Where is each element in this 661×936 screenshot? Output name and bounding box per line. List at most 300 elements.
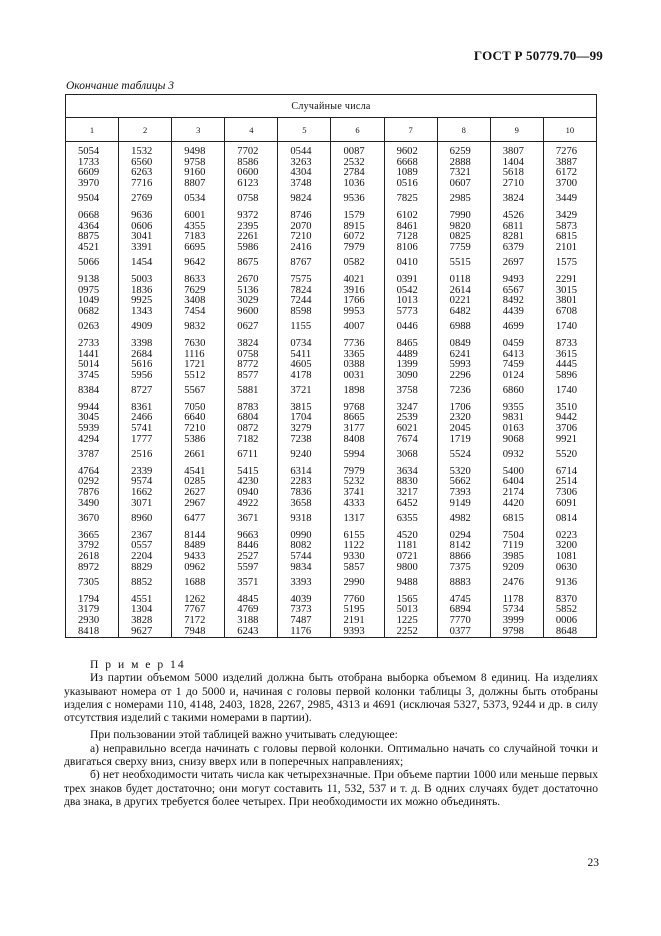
random-number: 3824	[502, 193, 524, 205]
random-number: 7183	[184, 231, 206, 243]
table-cell	[384, 206, 437, 253]
random-number: 8830	[396, 476, 418, 488]
random-number: 9493	[502, 273, 524, 285]
table-cell	[172, 445, 225, 462]
random-number: 9642	[184, 257, 206, 269]
table-cell	[172, 462, 225, 509]
table-cell	[225, 462, 278, 509]
random-number: 1343	[131, 305, 153, 317]
random-number: 3671	[237, 513, 259, 525]
random-number: 6404	[502, 476, 524, 488]
random-number: 8852	[131, 577, 153, 589]
table-cell	[331, 381, 384, 398]
random-number: 0630	[555, 561, 578, 573]
random-number: 2204	[131, 551, 153, 562]
random-number: 7770	[449, 614, 471, 626]
random-number: 7172	[184, 614, 206, 626]
table-row-group	[66, 462, 597, 509]
random-number: 8281	[502, 231, 524, 243]
random-number: 3634	[396, 465, 418, 477]
table-cell	[172, 334, 225, 381]
table-row-single	[66, 509, 597, 526]
table-row-group	[66, 270, 597, 317]
random-number: 5993	[449, 359, 471, 371]
random-number: 8972	[78, 561, 100, 573]
random-number: 3745	[78, 369, 100, 381]
random-number: 1733	[78, 156, 100, 168]
random-number: 0814	[555, 513, 578, 525]
random-number: 8408	[343, 433, 365, 445]
random-number: 7767	[184, 604, 206, 616]
random-number: 0627	[237, 321, 259, 333]
table-cell	[119, 590, 172, 638]
page-number: 23	[587, 857, 599, 869]
table-cell	[331, 398, 384, 445]
table-cell	[172, 206, 225, 253]
random-number: 5320	[449, 465, 471, 477]
table-cell	[66, 270, 119, 317]
table-cell	[331, 189, 384, 206]
random-number: 0758	[237, 193, 259, 205]
random-number: 8783	[237, 401, 259, 413]
table-cell	[119, 206, 172, 253]
random-number: 0534	[184, 193, 206, 205]
random-number: 6241	[449, 348, 471, 360]
random-number: 1081	[555, 551, 578, 562]
table-cell	[437, 526, 490, 573]
random-number: 7210	[290, 231, 312, 243]
random-number: 8461	[396, 220, 418, 232]
table-row-single	[66, 573, 597, 590]
random-number: 6477	[184, 513, 206, 525]
random-number: 2261	[237, 231, 259, 243]
random-number: 9663	[237, 529, 259, 541]
random-number: 5773	[396, 305, 418, 317]
table-cell	[437, 462, 490, 509]
table-cell	[543, 445, 596, 462]
random-number: 3706	[555, 423, 578, 435]
random-number: 8370	[555, 593, 578, 605]
table-cell	[490, 526, 543, 573]
random-number: 9627	[131, 625, 153, 637]
random-number: 8492	[502, 295, 524, 307]
table-cell	[437, 381, 490, 398]
random-number: 3887	[555, 156, 578, 168]
table-cell	[225, 398, 278, 445]
random-number: 7630	[184, 337, 206, 349]
random-number: 2516	[131, 449, 153, 461]
column-number: 9	[490, 118, 543, 142]
random-number: 4304	[290, 167, 312, 179]
random-number: 2191	[343, 614, 365, 626]
table-row-single	[66, 317, 597, 334]
random-number: 3263	[290, 156, 312, 168]
table-cell	[278, 206, 331, 253]
table-cell	[66, 590, 119, 638]
random-number: 3815	[290, 401, 312, 413]
table-row-single	[66, 381, 597, 398]
table-cell	[66, 526, 119, 573]
random-number: 0294	[449, 529, 471, 541]
random-number: 1704	[290, 412, 312, 424]
random-number: 3741	[343, 487, 365, 499]
random-number: 1688	[184, 577, 206, 589]
table-cell	[490, 317, 543, 334]
random-number: 3177	[343, 423, 365, 435]
random-number: 2296	[449, 369, 471, 381]
random-number: 7629	[184, 284, 206, 296]
column-number: 6	[331, 118, 384, 142]
table-cell	[490, 590, 543, 638]
table-cell	[490, 206, 543, 253]
random-number: 8082	[290, 540, 312, 552]
random-number: 9498	[184, 146, 206, 157]
random-number: 6894	[449, 604, 471, 616]
random-number: 5852	[555, 604, 578, 616]
random-number: 0849	[449, 337, 471, 349]
random-number: 9442	[555, 412, 578, 424]
random-number: 0542	[396, 284, 418, 296]
random-number: 3490	[78, 497, 100, 509]
table-cell	[172, 317, 225, 334]
random-number: 0940	[237, 487, 259, 499]
random-number: 1304	[131, 604, 153, 616]
table-cell	[119, 573, 172, 590]
random-number: 7321	[449, 167, 471, 179]
table-cell	[278, 270, 331, 317]
random-number: 2532	[343, 156, 365, 168]
random-number: 1721	[184, 359, 206, 371]
random-number: 0582	[343, 257, 365, 269]
random-number: 7736	[343, 337, 365, 349]
random-number: 4420	[502, 497, 524, 509]
random-number: 9068	[502, 433, 524, 445]
random-number: 8915	[343, 220, 365, 232]
random-number: 8727	[131, 385, 153, 397]
random-number: 8665	[343, 412, 365, 424]
random-number: 0516	[396, 177, 418, 189]
random-number: 3179	[78, 604, 100, 616]
random-number: 9536	[343, 193, 365, 205]
random-number: 7702	[237, 146, 259, 157]
table-cell	[437, 573, 490, 590]
random-number: 1777	[131, 433, 153, 445]
random-number: 1178	[502, 593, 524, 605]
column-number: 8	[437, 118, 490, 142]
table-cell	[225, 189, 278, 206]
random-number: 1565	[396, 593, 418, 605]
table-cell	[437, 206, 490, 253]
random-number: 9832	[184, 321, 206, 333]
random-number: 6714	[555, 465, 578, 477]
random-numbers-table	[65, 94, 597, 638]
random-number: 7948	[184, 625, 206, 637]
table-cell	[119, 509, 172, 526]
random-number: 9330	[343, 551, 365, 562]
random-number: 3393	[290, 577, 312, 589]
random-number: 3571	[237, 577, 259, 589]
random-number: 5873	[555, 220, 578, 232]
table-cell	[66, 189, 119, 206]
random-number: 8960	[131, 513, 153, 525]
table-cell	[225, 445, 278, 462]
random-number: 2466	[131, 412, 153, 424]
random-number: 4489	[396, 348, 418, 360]
random-number: 5013	[396, 604, 418, 616]
random-number: 3916	[343, 284, 365, 296]
table-row-group	[66, 206, 597, 253]
random-number: 9800	[396, 561, 418, 573]
random-number: 3807	[502, 146, 524, 157]
random-number: 5400	[502, 465, 524, 477]
random-number: 2395	[237, 220, 259, 232]
table-cell	[437, 334, 490, 381]
random-number: 2697	[502, 257, 524, 269]
table-cell	[119, 142, 172, 190]
random-number: 4039	[290, 593, 312, 605]
random-number: 6314	[290, 465, 312, 477]
random-number: 2618	[78, 551, 100, 562]
table-cell	[278, 142, 331, 190]
table-cell	[543, 462, 596, 509]
random-number: 5741	[131, 423, 153, 435]
random-number: 3970	[78, 177, 100, 189]
random-number: 1317	[343, 513, 365, 525]
random-number: 3090	[396, 369, 418, 381]
random-number: 7759	[449, 241, 471, 253]
column-number: 10	[543, 118, 596, 142]
random-number: 2514	[555, 476, 578, 488]
random-number: 8829	[131, 561, 153, 573]
table-cell	[172, 270, 225, 317]
table-cell	[278, 317, 331, 334]
table-cell	[172, 526, 225, 573]
random-number: 8633	[184, 273, 206, 285]
random-number: 1898	[343, 385, 365, 397]
random-number: 0932	[502, 449, 524, 461]
table-cell	[225, 206, 278, 253]
random-number: 7979	[343, 465, 365, 477]
random-number: 2930	[78, 614, 100, 626]
random-number: 5956	[131, 369, 153, 381]
table-cell	[437, 445, 490, 462]
table-cell	[384, 462, 437, 509]
random-number: 5003	[131, 273, 153, 285]
table-cell	[331, 142, 384, 190]
random-number: 0962	[184, 561, 206, 573]
random-number: 7825	[396, 193, 418, 205]
random-number: 8807	[184, 177, 206, 189]
table-cell	[384, 526, 437, 573]
random-number: 4520	[396, 529, 418, 541]
table-cell	[278, 462, 331, 509]
random-number: 9240	[290, 449, 312, 461]
random-number: 2283	[290, 476, 312, 488]
random-number: 5744	[290, 551, 312, 562]
table-cell	[172, 398, 225, 445]
table-cell	[66, 462, 119, 509]
table-cell	[225, 381, 278, 398]
random-number: 8577	[237, 369, 259, 381]
random-number: 2252	[396, 625, 418, 637]
random-number: 1740	[555, 321, 578, 333]
table-cell	[384, 445, 437, 462]
table-cell	[278, 445, 331, 462]
random-number: 2320	[449, 412, 471, 424]
random-number: 4178	[290, 369, 312, 381]
random-number: 0607	[449, 177, 471, 189]
random-number: 4364	[78, 220, 100, 232]
table-cell	[225, 253, 278, 270]
random-number: 0600	[237, 167, 259, 179]
random-number: 2888	[449, 156, 471, 168]
table-cell	[66, 142, 119, 190]
random-number: 2539	[396, 412, 418, 424]
random-number: 0006	[555, 614, 578, 626]
table-cell	[66, 253, 119, 270]
random-number: 2661	[184, 449, 206, 461]
random-number: 8746	[290, 209, 312, 221]
random-number: 9834	[290, 561, 312, 573]
random-number: 3391	[131, 241, 153, 253]
random-number: 5597	[237, 561, 259, 573]
table-cell	[225, 509, 278, 526]
random-number: 0223	[555, 529, 578, 541]
random-number: 7487	[290, 614, 312, 626]
random-number: 9355	[502, 401, 524, 413]
random-number: 0825	[449, 231, 471, 243]
random-number: 7244	[290, 295, 312, 307]
table-cell	[278, 573, 331, 590]
random-number: 3670	[78, 513, 100, 525]
table-cell	[119, 317, 172, 334]
table-cell	[66, 509, 119, 526]
random-number: 5567	[184, 385, 206, 397]
random-number: 8465	[396, 337, 418, 349]
random-number: 8142	[449, 540, 471, 552]
table-cell	[437, 189, 490, 206]
table-cell	[172, 573, 225, 590]
table-row-group	[66, 142, 597, 190]
random-number: 2684	[131, 348, 153, 360]
random-number: 0410	[396, 257, 418, 269]
random-number: 6102	[396, 209, 418, 221]
random-number: 6815	[502, 513, 524, 525]
table-cell	[119, 334, 172, 381]
random-number: 0872	[237, 423, 259, 435]
random-number: 8586	[237, 156, 259, 168]
random-number: 3787	[78, 449, 100, 461]
random-number: 4439	[502, 305, 524, 317]
random-number: 1579	[343, 209, 365, 221]
random-number: 8866	[449, 551, 471, 562]
standard-header: ГОСТ Р 50779.70—99	[473, 48, 603, 63]
table-cell	[331, 573, 384, 590]
random-number: 3398	[131, 337, 153, 349]
random-number: 6640	[184, 412, 206, 424]
random-number: 4521	[78, 241, 100, 253]
random-number: 5986	[237, 241, 259, 253]
random-number: 0263	[78, 321, 100, 333]
table-cell	[384, 573, 437, 590]
random-number: 1404	[502, 156, 524, 168]
table-cell	[384, 317, 437, 334]
table-cell	[172, 509, 225, 526]
table-cell	[172, 590, 225, 638]
table-cell	[437, 317, 490, 334]
table-cell	[384, 270, 437, 317]
random-number: 9602	[396, 146, 418, 157]
table-cell	[225, 573, 278, 590]
table-cell	[331, 270, 384, 317]
random-number: 0682	[78, 305, 100, 317]
random-number: 0377	[449, 625, 471, 637]
table-cell	[66, 398, 119, 445]
table-cell	[119, 253, 172, 270]
random-number: 4845	[237, 593, 259, 605]
random-number: 7375	[449, 561, 471, 573]
random-number: 6155	[343, 529, 365, 541]
random-number: 4764	[78, 465, 100, 477]
random-number: 4021	[343, 273, 365, 285]
random-number: 2614	[449, 284, 471, 296]
random-number: 4551	[131, 593, 153, 605]
table-cell	[172, 253, 225, 270]
random-number: 0124	[502, 369, 524, 381]
random-number: 5411	[290, 348, 312, 360]
random-number: 6259	[449, 146, 471, 157]
table-cell	[172, 381, 225, 398]
table-cell	[66, 206, 119, 253]
random-number: 8106	[396, 241, 418, 253]
random-number: 7824	[290, 284, 312, 296]
random-number: 4769	[237, 604, 259, 616]
random-number: 7990	[449, 209, 471, 221]
table-cell	[225, 334, 278, 381]
random-number: 2291	[555, 273, 578, 285]
random-number: 7128	[396, 231, 418, 243]
random-number: 3217	[396, 487, 418, 499]
random-number: 1662	[131, 487, 153, 499]
random-number: 8598	[290, 305, 312, 317]
random-number: 5066	[78, 257, 100, 269]
table-row-group	[66, 526, 597, 573]
random-number: 4909	[131, 321, 153, 333]
random-number: 6452	[396, 497, 418, 509]
random-number: 8648	[555, 625, 578, 637]
random-number: 0668	[78, 209, 100, 221]
random-number: 1262	[184, 593, 206, 605]
table-cell	[384, 398, 437, 445]
random-number: 5415	[237, 465, 259, 477]
random-number: 2670	[237, 273, 259, 285]
random-number: 7575	[290, 273, 312, 285]
random-number: 3429	[555, 209, 578, 221]
random-number: 6021	[396, 423, 418, 435]
random-number: 9824	[290, 193, 312, 205]
random-number: 7459	[502, 359, 524, 371]
table-cell	[437, 509, 490, 526]
table-cell	[278, 189, 331, 206]
random-number: 0163	[502, 423, 524, 435]
random-number: 7979	[343, 241, 365, 253]
random-number: 7504	[502, 529, 524, 541]
random-number: 5136	[237, 284, 259, 296]
random-number: 2990	[343, 577, 365, 589]
random-number: 6123	[237, 177, 259, 189]
random-number: 0557	[131, 540, 153, 552]
table-cell	[543, 189, 596, 206]
